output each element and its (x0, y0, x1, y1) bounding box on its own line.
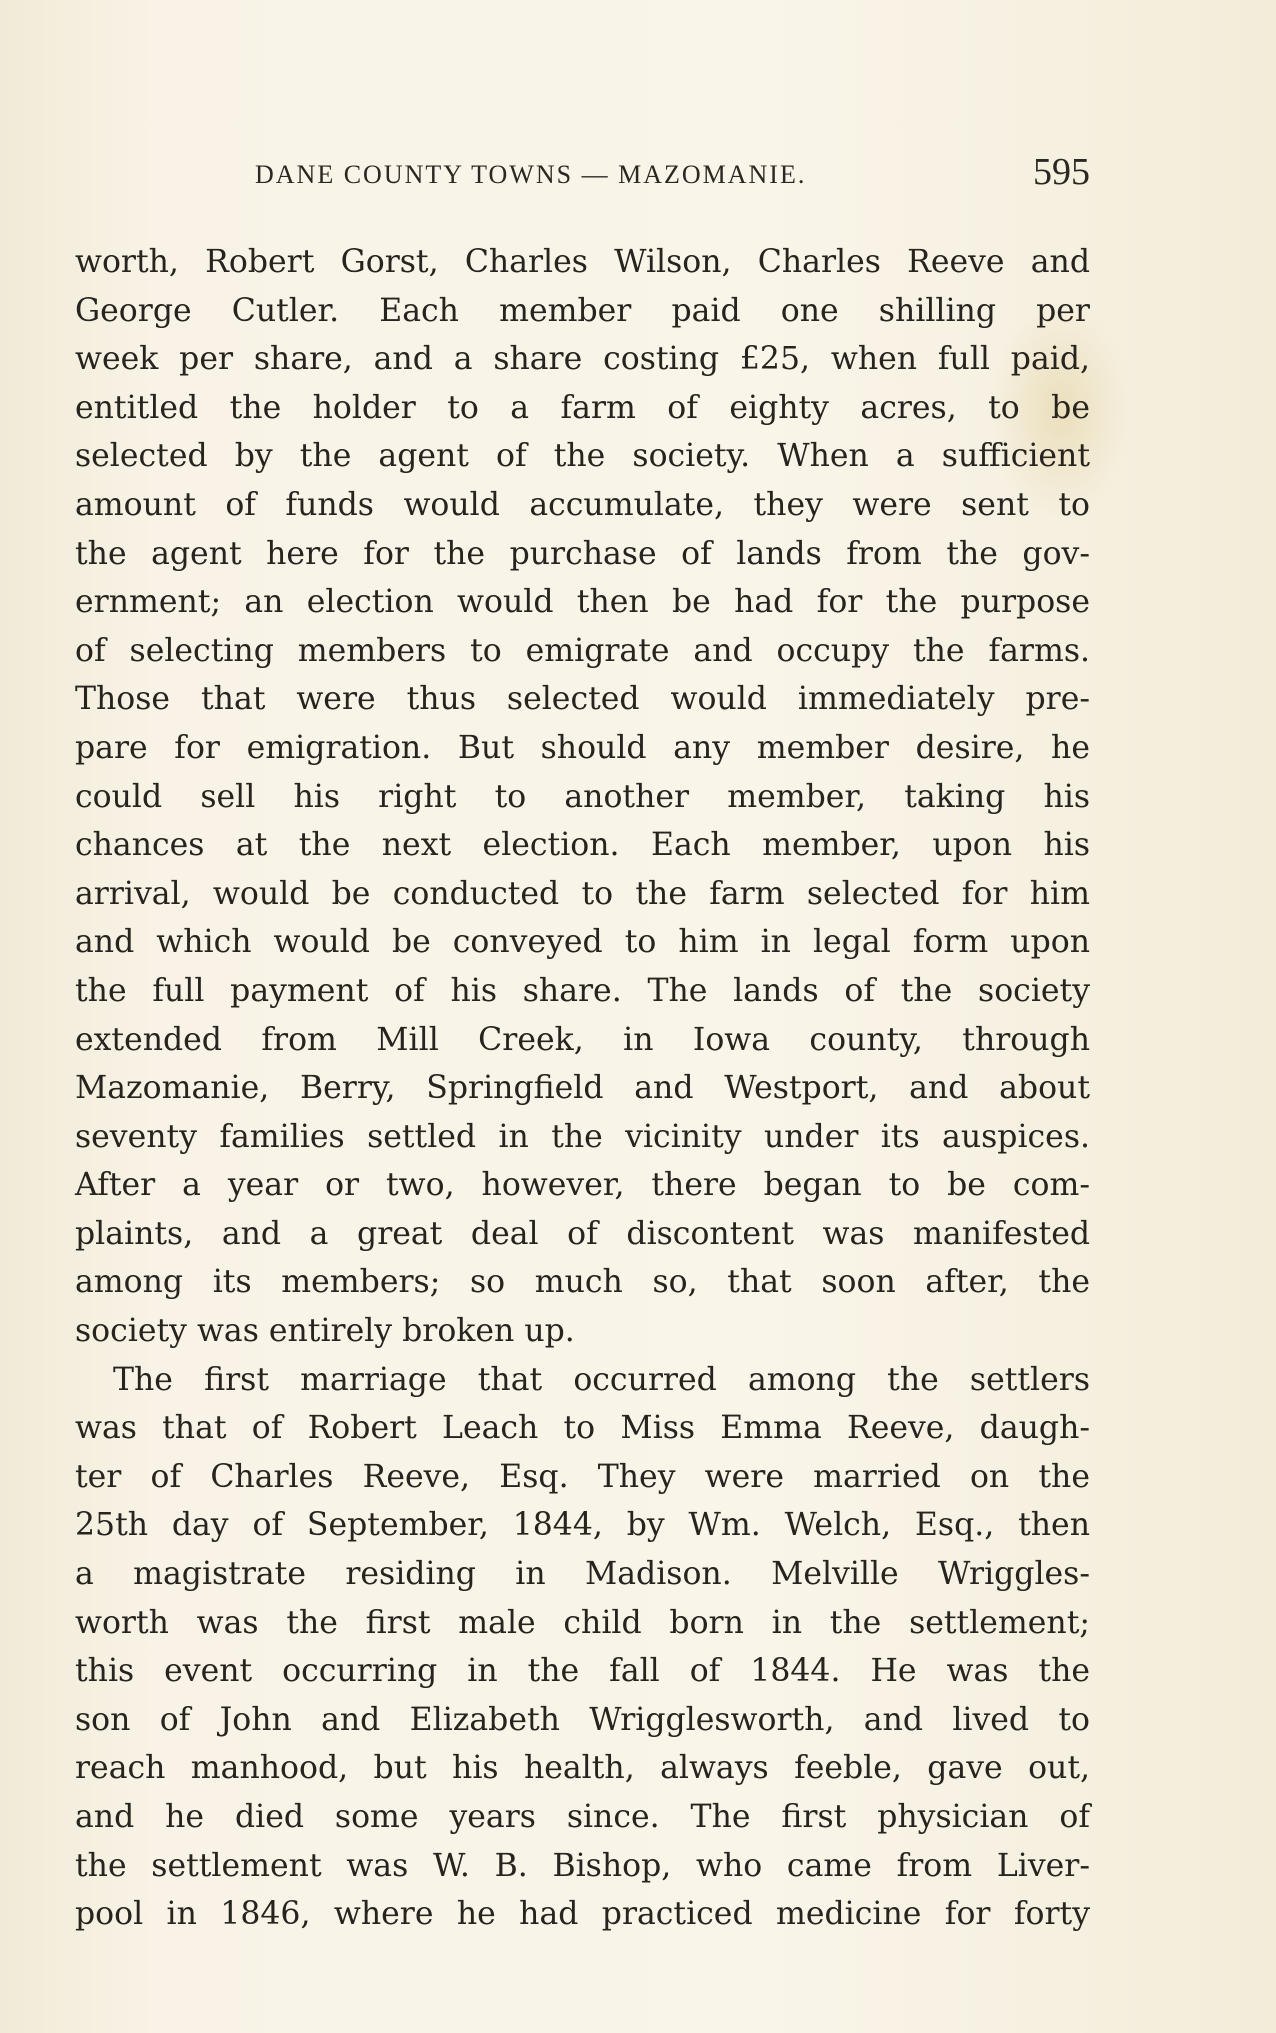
text-line: Mazomanie, Berry, Springfield and Westport, and about (75, 1070, 1090, 1107)
text-line: extended from Mill Creek, in Iowa county, through (75, 1021, 1090, 1058)
text-line: could sell his right to another member, taking his (75, 778, 1090, 815)
text-line: ernment; an election would then be had for the purpose (75, 584, 1090, 621)
text-line: worth, Robert Gorst, Charles Wilson, Charles Reeve and (75, 244, 1090, 280)
text-line: society was entirely broken up. (75, 1313, 575, 1350)
text-line: After a year or two, however, there began to be com- (75, 1167, 1090, 1204)
text-line: George Cutler. Each member paid one shilling per (75, 292, 1090, 329)
text-line: worth was the first male child born in the settlement; (75, 1604, 1090, 1641)
body-text (75, 238, 1090, 1939)
text-line: The first marriage that occurred among the settlers (113, 1361, 1090, 1398)
text-line: the agent here for the purchase of lands from the gov- (75, 535, 1090, 572)
page-number: 595 (1033, 151, 1090, 193)
text-line: week per share, and a share costing £25, when full paid, (75, 341, 1090, 378)
text-line: seventy families settled in the vicinity under its auspices. (75, 1118, 1090, 1155)
text-line: the full payment of his share. The lands of the society (75, 972, 1090, 1009)
text-line: a magistrate residing in Madison. Melville Wriggles- (75, 1556, 1090, 1593)
text-line: amount of funds would accumulate, they were sent to (75, 486, 1090, 523)
running-title: DANE COUNTY TOWNS — MAZOMANIE. (255, 160, 807, 189)
text-line: of selecting members to emigrate and occupy the farms. (75, 632, 1090, 669)
text-line: the settlement was W. B. Bishop, who came from Liver- (75, 1847, 1090, 1884)
text-line: reach manhood, but his health, always feeble, gave out, (75, 1750, 1090, 1787)
running-header (75, 150, 1090, 200)
text-line: this event occurring in the fall of 1844. He was the (75, 1653, 1090, 1690)
text-line: Those that were thus selected would immediately pre- (75, 681, 1090, 718)
text-line: and which would be conveyed to him in legal form upon (75, 924, 1090, 961)
text-line: son of John and Elizabeth Wrigglesworth, and lived to (75, 1701, 1090, 1738)
text-line: and he died some years since. The first physician of (75, 1799, 1090, 1835)
text-line: pare for emigration. But should any member desire, he (75, 729, 1090, 766)
text-line: entitled the holder to a farm of eighty acres, to be (75, 389, 1090, 426)
text-line: plaints, and a great deal of discontent was manifested (75, 1215, 1090, 1252)
text-line: chances at the next election. Each member, upon his (75, 827, 1090, 864)
text-line: among its members; so much so, that soon after, the (75, 1264, 1090, 1301)
text-line: 25th day of September, 1844, by Wm. Welch, Esq., then (75, 1507, 1090, 1544)
text-line: selected by the agent of the society. When a sufficient (75, 438, 1090, 475)
text-line: was that of Robert Leach to Miss Emma Reeve, daugh- (75, 1410, 1090, 1447)
text-line: pool in 1846, where he had practiced medicine for forty (75, 1896, 1090, 1933)
text-line: ter of Charles Reeve, Esq. They were married on the (75, 1458, 1090, 1495)
text-line: arrival, would be conducted to the farm selected for him (75, 875, 1090, 912)
